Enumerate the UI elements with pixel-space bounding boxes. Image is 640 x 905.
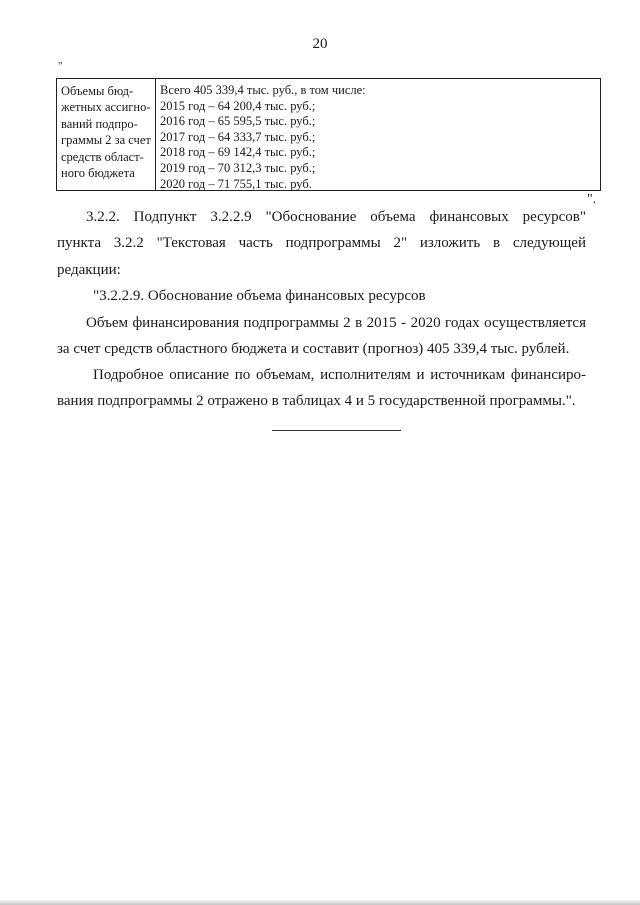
paragraph-line: вания подпрограммы 2 отражено в таблицах 4 и 5 государственной программы.". xyxy=(57,393,576,409)
paragraph-line: редакции: xyxy=(57,262,121,278)
paragraph-line: пункта 3.2.2 "Текстовая часть подпрограммы 2" изложить в следующей xyxy=(57,235,586,251)
paragraph-line: Подробное описание по объемам, исполнителям и источникам финансиро- xyxy=(93,367,586,383)
section-heading: "3.2.2.9. Обоснование объема финансовых ресурсов xyxy=(93,288,426,304)
scan-bottom-edge xyxy=(0,899,640,905)
value-line-2017: 2017 год – 64 333,7 тыс. руб.; xyxy=(160,129,316,144)
value-line-2019: 2019 год – 70 312,3 тыс. руб.; xyxy=(160,160,316,175)
value-line-total: Всего 405 339,4 тыс. руб., в том числе: xyxy=(160,83,366,97)
end-divider-line xyxy=(272,430,401,431)
label-line: Объемы бюд- xyxy=(61,84,134,98)
value-line-2015: 2015 год – 64 200,4 тыс. руб.; xyxy=(160,98,316,113)
label-line: жетных ассигно- xyxy=(61,100,151,115)
value-line-2020: 2020 год – 71 755,1 тыс. руб. xyxy=(160,176,312,191)
paragraph-line: 3.2.2. Подпункт 3.2.2.9 "Обоснование объема финансовых ресурсов" xyxy=(86,209,586,225)
page-number: 20 xyxy=(312,36,328,52)
closing-quote-mark: ". xyxy=(587,192,597,207)
label-line: граммы 2 за счет xyxy=(61,133,151,148)
opening-quote-mark: " xyxy=(58,60,63,72)
label-line: средств област- xyxy=(61,149,144,164)
table-label-cell xyxy=(57,79,156,190)
paragraph-line: за счет средств областного бюджета и составит (прогноз) 405 339,4 тыс. рублей. xyxy=(57,341,570,357)
label-line: ного бюджета xyxy=(61,166,135,181)
table-value-cell xyxy=(156,79,600,190)
value-line-2016: 2016 год – 65 595,5 тыс. руб.; xyxy=(160,114,316,129)
paragraph-line: Объем финансирования подпрограммы 2 в 2015 - 2020 годах осуществляется xyxy=(86,315,586,331)
value-line-2018: 2018 год – 69 142,4 тыс. руб.; xyxy=(160,145,316,160)
budget-table xyxy=(56,78,601,191)
label-line: ваний подпро- xyxy=(61,116,138,131)
